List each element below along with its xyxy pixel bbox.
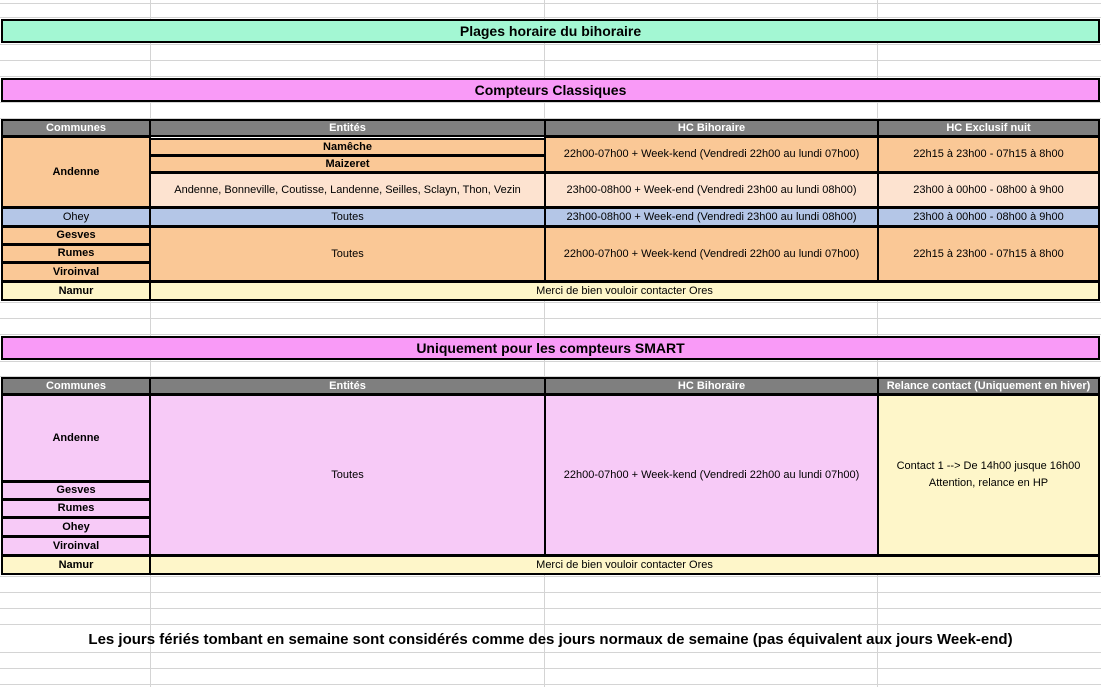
- classic-hc-nameche-maizeret: 22h00-07h00 + Week-kend (Vendredi 22h00 au lundi 07h00): [544, 136, 879, 173]
- classic-nuit-nameche-maizeret: 22h15 à 23h00 - 07h15 à 8h00: [877, 136, 1100, 173]
- classic-entity-ohey: Toutes: [149, 207, 546, 227]
- classic-header-communes: Communes: [1, 119, 151, 137]
- smart-namur-contact: Merci de bien vouloir contacter Ores: [149, 555, 1100, 575]
- banner-plages-horaire: Plages horaire du bihoraire: [1, 19, 1100, 43]
- classic-header-hc-bihoraire: HC Bihoraire: [544, 119, 879, 137]
- smart-relance-line1: Contact 1 --> De 14h00 jusque 16h00: [896, 460, 1081, 472]
- classic-commune-gesves: Gesves: [1, 226, 151, 245]
- classic-commune-rumes: Rumes: [1, 244, 151, 263]
- smart-header-communes: Communes: [1, 377, 151, 395]
- classic-header-hc-exclusif-nuit: HC Exclusif nuit: [877, 119, 1100, 137]
- banner-compteurs-classiques: Compteurs Classiques: [1, 78, 1100, 102]
- smart-commune-ohey: Ohey: [1, 517, 151, 537]
- classic-entity-maizeret: Maizeret: [149, 155, 546, 173]
- footer-note: Les jours fériés tombant en semaine sont considérés comme des jours normaux de semaine (pas équivalent aux jours Week-end): [88, 630, 1013, 648]
- classic-commune-viroinval: Viroinval: [1, 262, 151, 282]
- smart-commune-namur: Namur: [1, 555, 151, 575]
- smart-commune-gesves: Gesves: [1, 481, 151, 500]
- smart-hc-bihoraire: 22h00-07h00 + Week-kend (Vendredi 22h00 au lundi 07h00): [544, 394, 879, 556]
- classic-header-entites: Entités: [149, 119, 546, 137]
- smart-header-relance-contact: Relance contact (Uniquement en hiver): [877, 377, 1100, 395]
- smart-commune-viroinval: Viroinval: [1, 536, 151, 556]
- classic-entity-nameche: Namêche: [149, 138, 546, 156]
- classic-nuit-andenne-list: 23h00 à 00h00 - 08h00 à 9h00: [877, 172, 1100, 208]
- classic-hc-grv: 22h00-07h00 + Week-kend (Vendredi 22h00 au lundi 07h00): [544, 226, 879, 282]
- classic-commune-andenne: Andenne: [1, 136, 151, 208]
- classic-commune-ohey: Ohey: [1, 207, 151, 227]
- smart-relance-line2: Attention, relance en HP: [928, 477, 1049, 489]
- smart-commune-rumes: Rumes: [1, 499, 151, 518]
- classic-commune-namur: Namur: [1, 281, 151, 301]
- smart-header-hc-bihoraire: HC Bihoraire: [544, 377, 879, 395]
- classic-hc-ohey: 23h00-08h00 + Week-end (Vendredi 23h00 au lundi 08h00): [544, 207, 879, 227]
- classic-nuit-ohey: 23h00 à 00h00 - 08h00 à 9h00: [877, 207, 1100, 227]
- banner-compteurs-smart: Uniquement pour les compteurs SMART: [1, 336, 1100, 360]
- classic-entity-grv: Toutes: [149, 226, 546, 282]
- classic-namur-contact: Merci de bien vouloir contacter Ores: [149, 281, 1100, 301]
- smart-relance-contact: [877, 394, 1100, 556]
- classic-entity-andenne-list: Andenne, Bonneville, Coutisse, Landenne, Seilles, Sclayn, Thon, Vezin: [149, 172, 546, 208]
- classic-nuit-grv: 22h15 à 23h00 - 07h15 à 8h00: [877, 226, 1100, 282]
- smart-commune-andenne: Andenne: [1, 394, 151, 482]
- smart-entity-toutes: Toutes: [149, 394, 546, 556]
- classic-hc-andenne-list: 23h00-08h00 + Week-end (Vendredi 23h00 au lundi 08h00): [544, 172, 879, 208]
- smart-header-entites: Entités: [149, 377, 546, 395]
